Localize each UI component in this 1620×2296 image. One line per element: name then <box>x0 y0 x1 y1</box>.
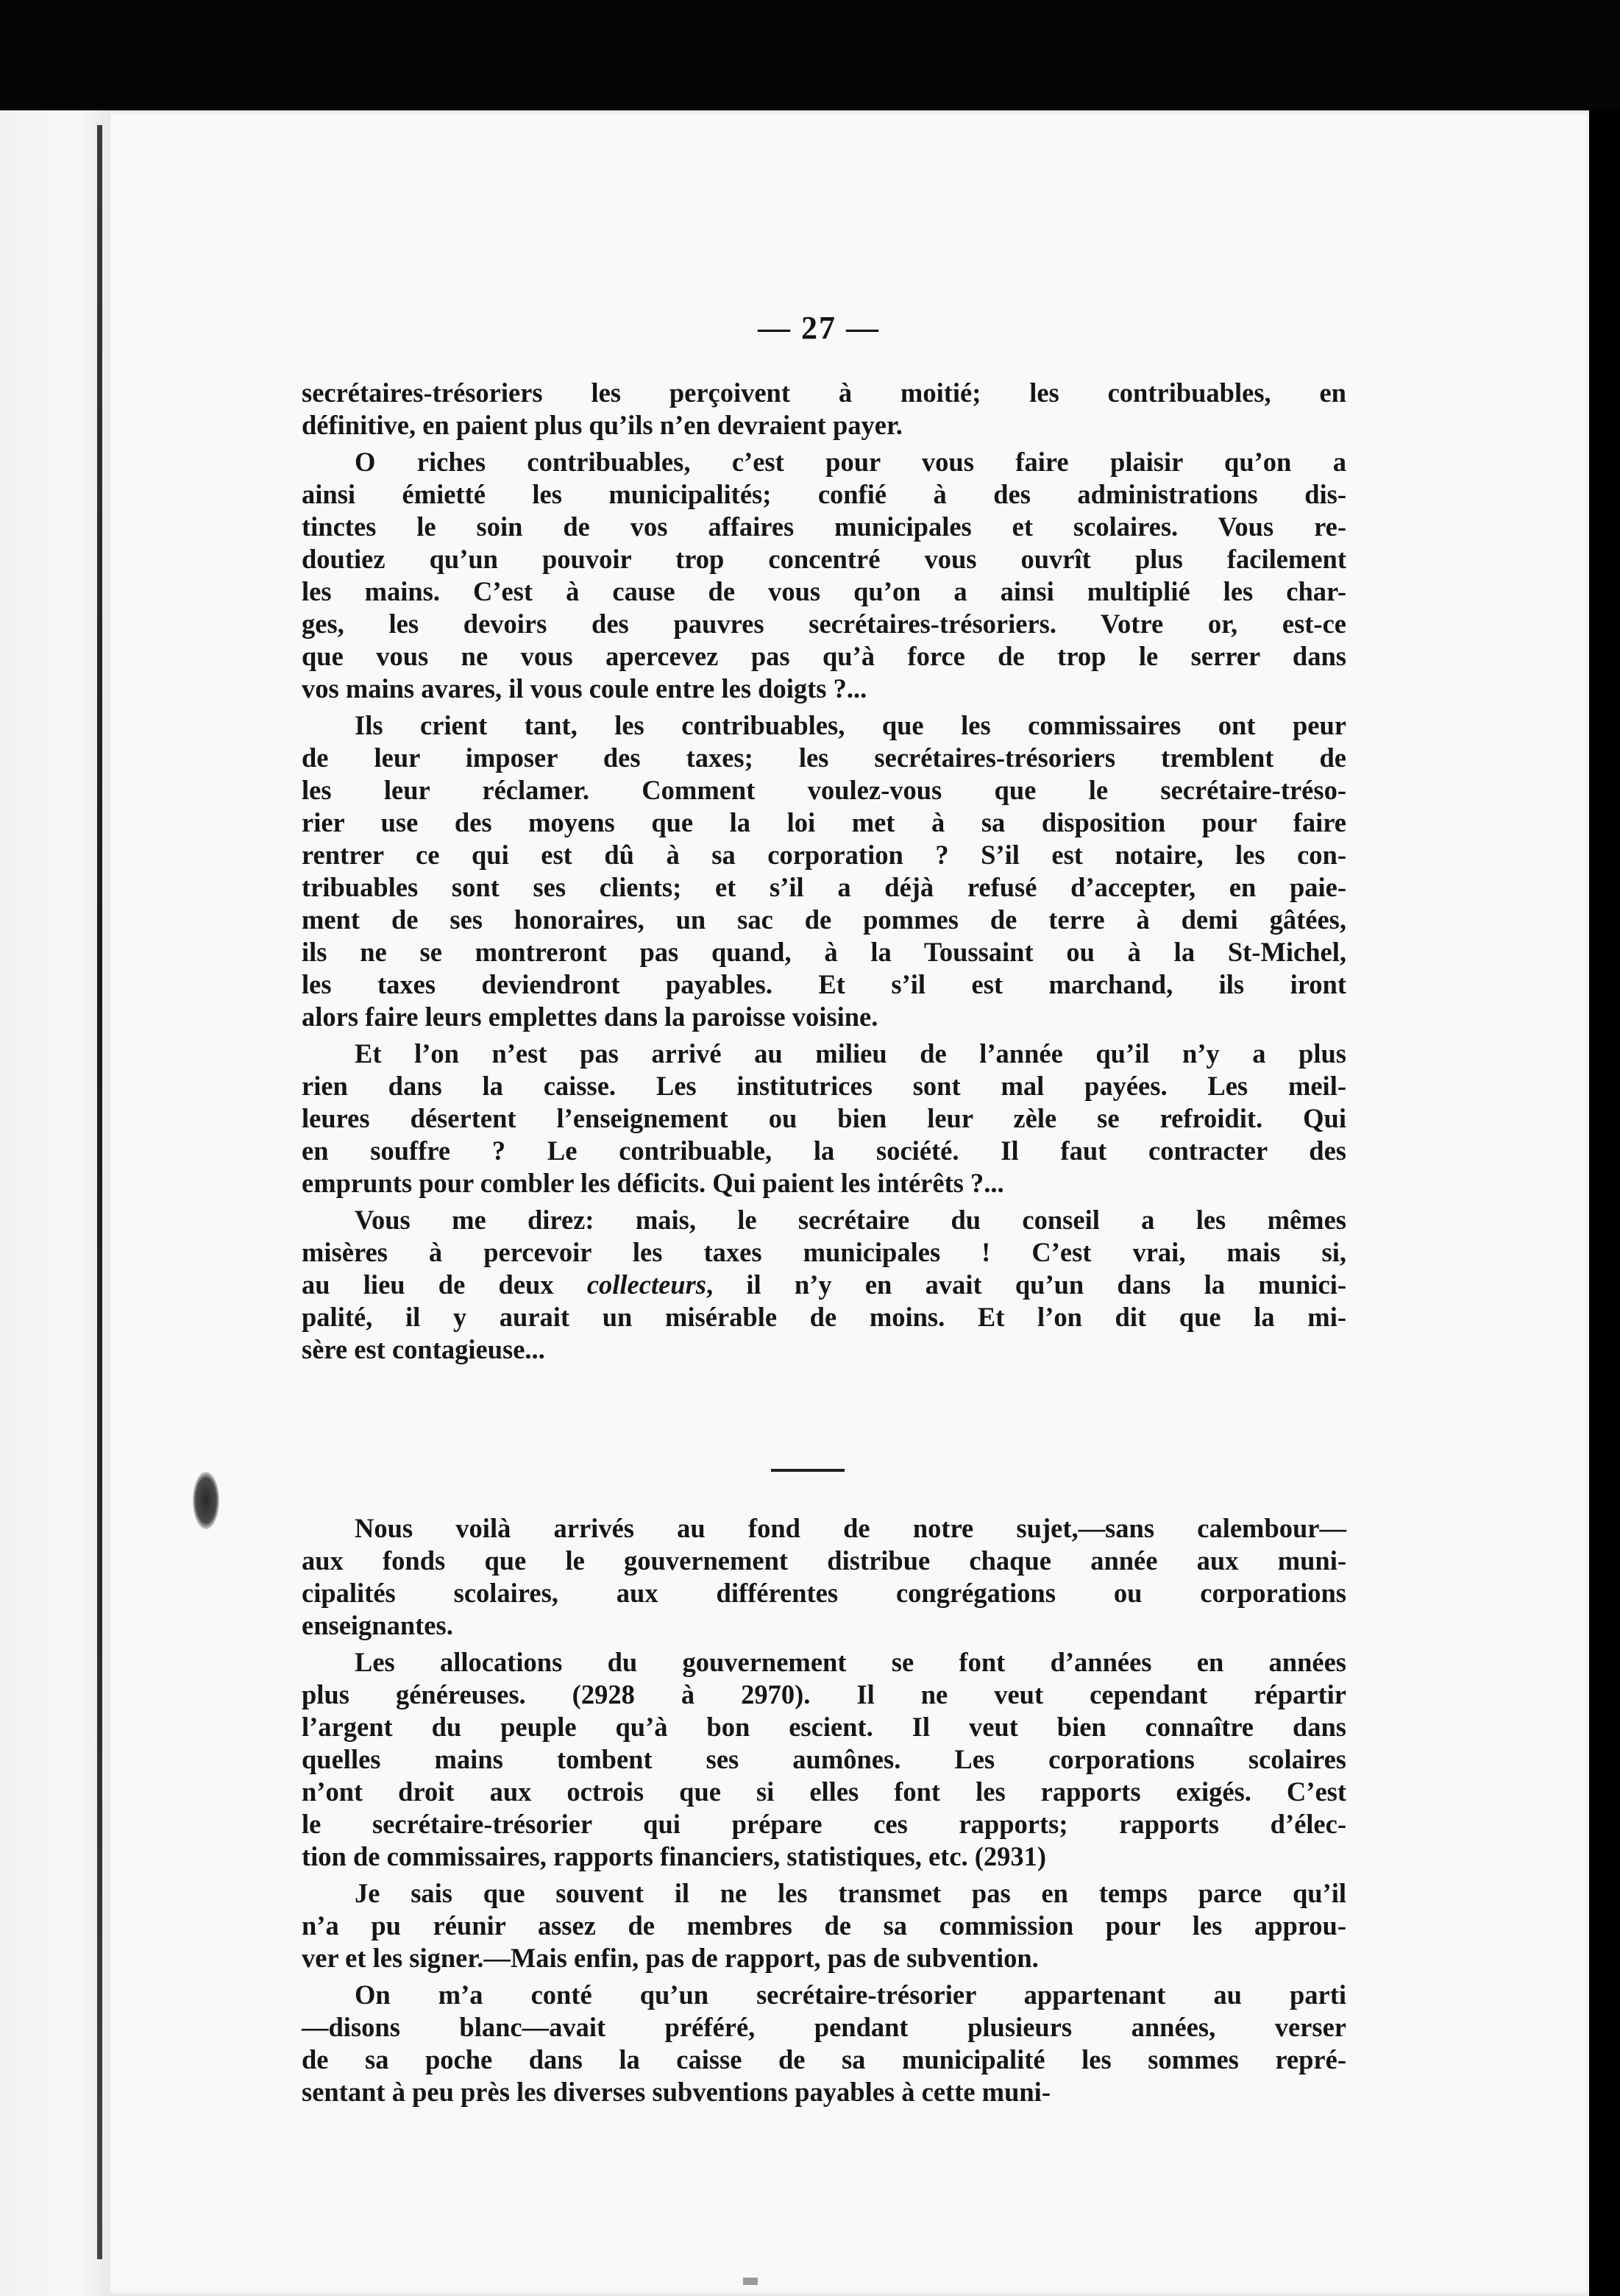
scan-right-border <box>1589 110 1620 2296</box>
text-line: On m’a conté qu’un secrétaire-trésorier appartenant au parti <box>355 1980 1346 2010</box>
text-line: les taxes deviendront payables. Et s’il est marchand, ils iront <box>302 969 1346 999</box>
paragraph <box>302 709 1346 1033</box>
text-line: rien dans la caisse. Les institutrices sont mal payées. Les meil- <box>302 1071 1346 1101</box>
text-line: tion de commissaires, rapports financiers, statistiques, etc. (2931) <box>302 1841 1047 1871</box>
text-line: leures désertent l’enseignement ou bien leur zèle se refroidit. Qui <box>302 1103 1346 1133</box>
section-separator <box>771 1469 845 1472</box>
text-line: vos mains avares, il vous coule entre les doigts ?... <box>302 673 867 704</box>
text-line: définitive, en paient plus qu’ils n’en devraient payer. <box>302 410 903 440</box>
text-line: enseignantes. <box>302 1610 453 1640</box>
text-line: les leur réclamer. Comment voulez-vous que le secrétaire-tréso- <box>302 775 1346 805</box>
text-line: rentrer ce qui est dû à sa corporation ? S’il est notaire, les con- <box>302 840 1346 870</box>
text-line: aux fonds que le gouvernement distribue chaque année aux muni- <box>302 1545 1346 1576</box>
text-line: Ils crient tant, les contribuables, que les commissaires ont peur <box>355 710 1346 740</box>
text-block-lower <box>302 1512 1346 2108</box>
paragraph <box>302 1646 1346 1873</box>
paragraph <box>302 1979 1346 2108</box>
paragraph <box>302 377 1346 442</box>
text-line: ges, les devoirs des pauvres secrétaires-trésoriers. Votre or, est-ce <box>302 609 1346 639</box>
text-line: doutiez qu’un pouvoir trop concentré vous ouvrît plus facilement <box>302 544 1346 574</box>
paragraph <box>302 1512 1346 1642</box>
text-line: ver et les signer.—Mais enfin, pas de rapport, pas de subvention. <box>302 1943 1039 1973</box>
text-line: rier use des moyens que la loi met à sa disposition pour faire <box>302 807 1346 837</box>
text-line: Les allocations du gouvernement se font d’années en années <box>355 1647 1346 1677</box>
text-line: alors faire leurs emplettes dans la paroisse voisine. <box>302 1002 878 1032</box>
text-line: quelles mains tombent ses aumônes. Les corporations scolaires <box>302 1744 1346 1774</box>
text-line: Vous me direz: mais, le secrétaire du conseil a les mêmes <box>355 1205 1346 1235</box>
paragraph <box>302 1038 1346 1200</box>
text-line: l’argent du peuple qu’à bon escient. Il veut bien connaître dans <box>302 1712 1346 1742</box>
text-line: au lieu de deux collecteurs, il n’y en avait qu’un dans la munici- <box>302 1269 1346 1300</box>
text-block-upper <box>302 377 1346 1366</box>
text-line: emprunts pour combler les déficits. Qui paient les intérêts ?... <box>302 1168 1004 1198</box>
text-line: sentant à peu près les diverses subventions payables à cette muni- <box>302 2077 1051 2107</box>
text-line: ment de ses honoraires, un sac de pommes de terre à demi gâtées, <box>302 904 1346 935</box>
text-line: —disons blanc—avait préféré, pendant plusieurs années, verser <box>302 2012 1346 2042</box>
paragraph <box>302 446 1346 705</box>
text-line: cipalités scolaires, aux différentes congrégations ou corporations <box>302 1578 1346 1608</box>
text-line: n’a pu réunir assez de membres de sa commission pour les approu- <box>302 1910 1346 1941</box>
text-line: plus généreuses. (2928 à 2970). Il ne veut cependant répartir <box>302 1679 1346 1709</box>
text-line: palité, il y aurait un misérable de moins. Et l’on dit que la mi- <box>302 1302 1346 1332</box>
binding-edge <box>97 125 102 2259</box>
text-line: O riches contribuables, c’est pour vous faire plaisir qu’on a <box>355 447 1346 477</box>
scan-artifact <box>743 2278 758 2285</box>
text-line: de sa poche dans la caisse de sa municipalité les sommes repré- <box>302 2044 1346 2074</box>
text-line: tinctes le soin de vos affaires municipales et scolaires. Vous re- <box>302 511 1346 542</box>
text-line: tribuables sont ses clients; et s’il a déjà refusé d’accepter, en paie- <box>302 872 1346 902</box>
text-line: ils ne se montreront pas quand, à la Toussaint ou à la St-Michel, <box>302 937 1346 967</box>
paragraph <box>302 1877 1346 1974</box>
text-line: misères à percevoir les taxes municipales ! C’est vrai, mais si, <box>302 1237 1346 1267</box>
text-line: Nous voilà arrivés au fond de notre sujet,—sans calembour— <box>355 1513 1346 1543</box>
paragraph <box>302 1204 1346 1366</box>
text-line: les mains. C’est à cause de vous qu’on a ainsi multiplié les char- <box>302 576 1346 606</box>
text-line: secrétaires-trésoriers les perçoivent à moitié; les contribuables, en <box>302 378 1346 408</box>
text-line: Et l’on n’est pas arrivé au milieu de l’année qu’il n’y a plus <box>355 1038 1346 1069</box>
scan-top-border <box>0 0 1620 110</box>
text-line: en souffre ? Le contribuable, la société. Il faut contracter des <box>302 1135 1346 1166</box>
text-line: le secrétaire-trésorier qui prépare ces rapports; rapports d’élec- <box>302 1809 1346 1839</box>
text-line: sère est contagieuse... <box>302 1334 545 1364</box>
text-line: Je sais que souvent il ne les transmet pas en temps parce qu’il <box>355 1878 1346 1908</box>
ink-smudge <box>193 1472 219 1529</box>
previous-page-edge <box>0 110 110 2296</box>
text-line: que vous ne vous apercevez pas qu’à force de trop le serrer dans <box>302 641 1346 671</box>
text-line: ainsi émietté les municipalités; confié à des administrations dis- <box>302 479 1346 509</box>
text-line: n’ont droit aux octrois que si elles font les rapports exigés. C’est <box>302 1776 1346 1807</box>
page-number: — 27 — <box>758 310 880 346</box>
text-line: de leur imposer des taxes; les secrétaires-trésoriers tremblent de <box>302 743 1346 773</box>
